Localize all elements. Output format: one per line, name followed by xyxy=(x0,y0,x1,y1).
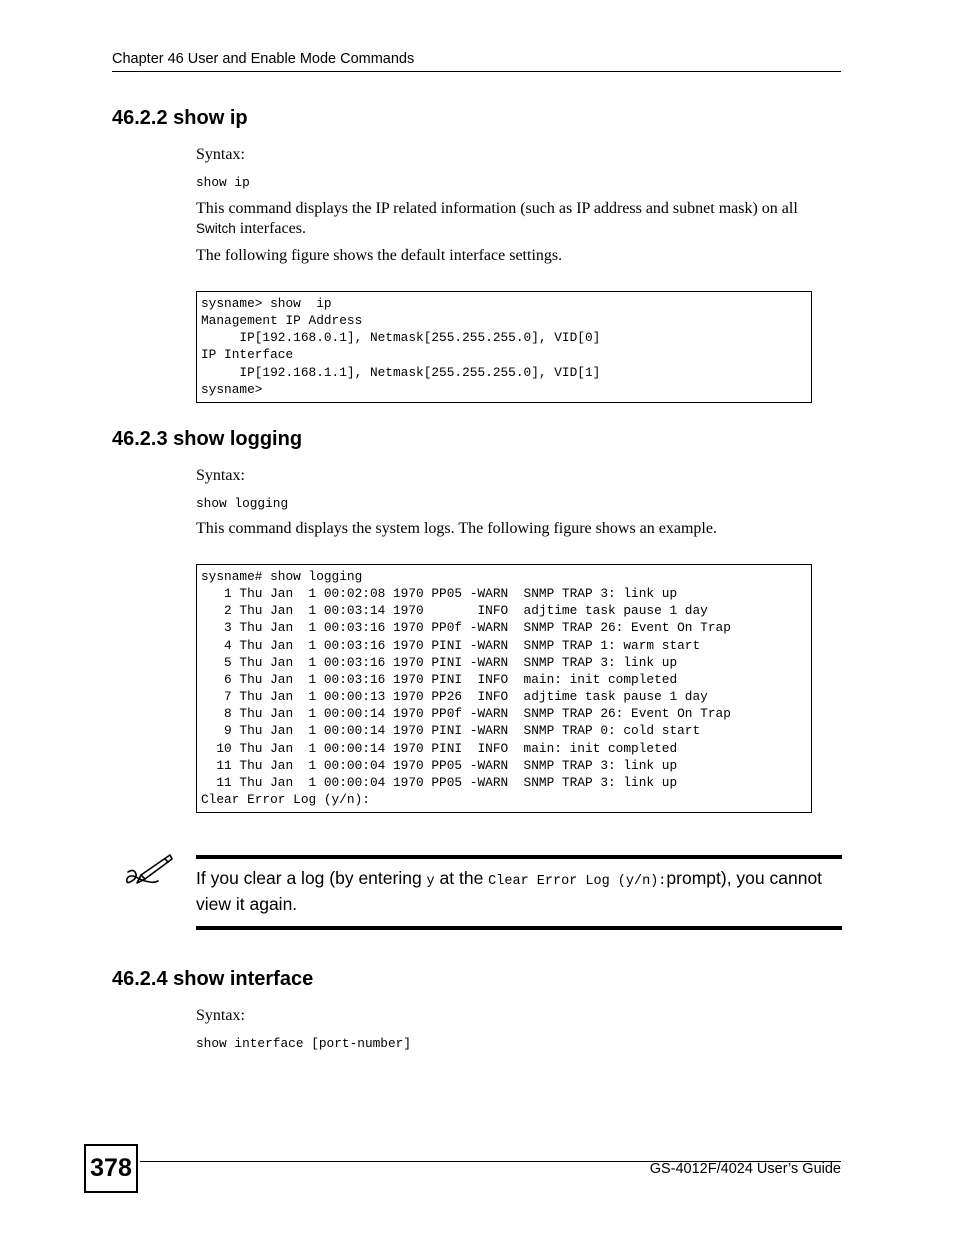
note-code: y xyxy=(426,874,435,889)
page-number: 378 xyxy=(84,1144,138,1193)
figure-intro: The following figure shows the default interface settings. xyxy=(196,247,563,264)
note-top-rule xyxy=(196,855,842,859)
description-text: This command displays the IP related information (such as IP address and subnet mask) on all xyxy=(196,200,798,217)
code-text: sysname# show logging 1 Thu Jan 1 00:02:08 1970 PP05 -WARN SNMP TRAP 3: link up 2 Thu Jan 1 00:03:14 1970 INFO adjtime task pause 1 day 3 Thu Jan 1 00:03:16 1970 PP0f -WARN SNMP TRAP 26: Event On Trap 4 Thu Jan 1 00:03:16 1970 PINI -WARN SNMP TRAP 1: warm start 5 Thu Jan 1 00:03:16 1970 PINI -WARN SNMP TRAP 3: link up 6 Thu Jan 1 00:03:16 1970 PINI INFO main: init completed 7 Thu Jan 1 00:00:13 1970 PP26 INFO adjtime task pause 1 day 8 Thu Jan 1 00:00:14 1970 PP0f -WARN SNMP TRAP 26: Event On Trap 9 Thu Jan 1 00:00:14 1970 PINI -WARN SNMP TRAP 0: cold start 10 Thu Jan 1 00:00:14 1970 PINI INFO main: init completed 11 Thu Jan 1 00:00:04 1970 PP05 -WARN SNMP TRAP 3: link up 11 Thu Jan 1 00:00:04 1970 PP05 -WARN SNMP TRAP 3: link up Clear Error Log (y/n): xyxy=(201,569,731,808)
syntax-label: Syntax: xyxy=(196,146,245,163)
code-example-show-ip xyxy=(196,291,812,403)
section-heading-show-logging: 46.2.3 show logging xyxy=(112,428,303,450)
syntax-command: show interface [port-number] xyxy=(196,1036,412,1051)
description-paragraph xyxy=(196,199,846,239)
syntax-label: Syntax: xyxy=(196,1007,245,1024)
description-paragraph: This command displays the system logs. The following figure shows an example. xyxy=(196,520,717,537)
description-text-end: interfaces. xyxy=(235,220,306,237)
syntax-command: show logging xyxy=(196,496,289,511)
section-heading-show-interface: 46.2.4 show interface xyxy=(112,968,314,990)
chapter-header: Chapter 46 User and Enable Mode Commands xyxy=(112,51,415,67)
code-text: sysname> show ip Management IP Address IP[192.168.0.1], Netmask[255.255.255.0], VID[0] IP Interface IP[192.168.1.1], Netmask[255.255.255.0], VID[1] sysname> xyxy=(201,296,601,397)
note-text-part: If you clear a log (by entering xyxy=(196,868,427,888)
note-text-part: at the xyxy=(434,868,489,888)
pencil-note-icon xyxy=(124,852,174,888)
note-text-part: prompt), you cannot view it again. xyxy=(196,868,823,914)
section-heading-show-ip: 46.2.2 show ip xyxy=(112,107,248,129)
syntax-command: show ip xyxy=(196,175,250,190)
note-bottom-rule xyxy=(196,926,842,930)
note-text xyxy=(196,867,836,915)
note-code: Clear Error Log (y/n): xyxy=(488,874,667,889)
header-divider xyxy=(112,71,841,72)
code-example-show-logging xyxy=(196,564,812,813)
syntax-label: Syntax: xyxy=(196,467,245,484)
guide-title: GS-4012F/4024 User’s Guide xyxy=(649,1161,841,1177)
switch-term: Switch xyxy=(196,221,236,236)
